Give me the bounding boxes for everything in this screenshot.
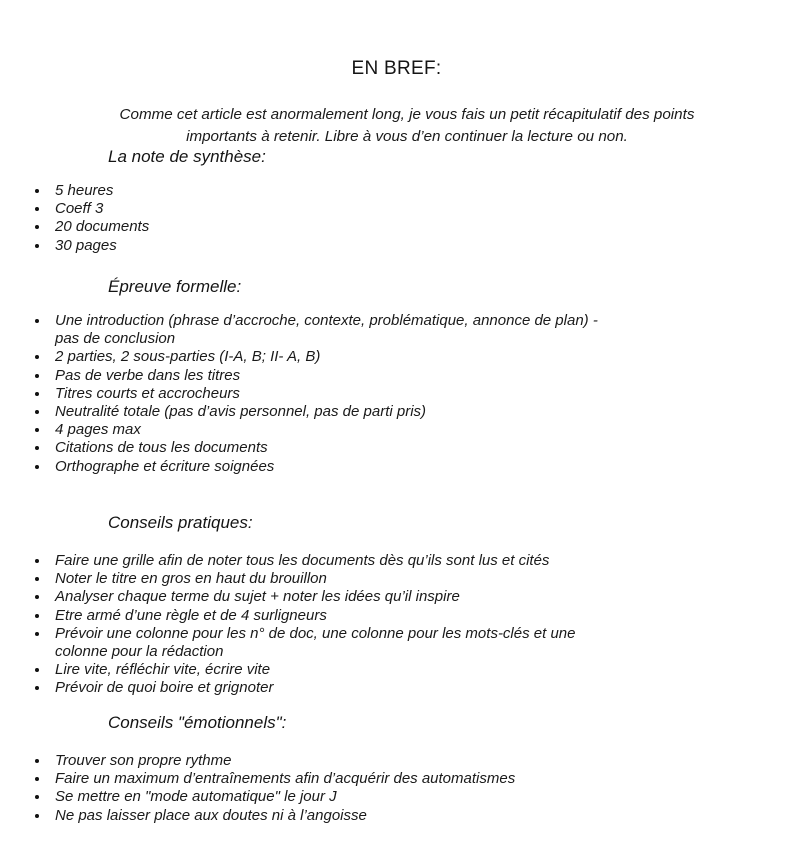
list-item xyxy=(0,552,793,570)
list-item xyxy=(0,218,793,236)
list-item-text: Pas de verbe dans les titres xyxy=(55,366,241,384)
list-item xyxy=(0,237,793,255)
list-item xyxy=(0,200,793,218)
list-item xyxy=(0,752,793,770)
list-item xyxy=(0,312,793,348)
list-item xyxy=(0,421,793,439)
list-item xyxy=(0,661,793,679)
page-title: EN BREF: xyxy=(351,57,442,79)
section-la-note-de-synthese xyxy=(0,146,793,255)
list-item xyxy=(0,182,793,200)
section-conseils-emotionnels xyxy=(0,712,793,825)
list-item xyxy=(0,770,793,788)
list-item xyxy=(0,367,793,385)
list-item-text: 4 pages max xyxy=(55,421,141,439)
section-heading: Épreuve formelle: xyxy=(108,277,242,296)
list-item-text: Neutralité totale (pas d’avis personnel, pas de parti pris) xyxy=(55,403,427,421)
list-item-text: Prévoir de quoi boire et grignoter xyxy=(55,679,274,697)
list-item-text: Noter le titre en gros en haut du brouillon xyxy=(55,570,327,588)
list-item-text: 2 parties, 2 sous-parties (I-A, B; II- A, B) xyxy=(55,348,321,366)
list-item xyxy=(0,625,793,661)
list-item xyxy=(0,439,793,457)
list-item-text: Orthographe et écriture soignées xyxy=(55,457,275,475)
list-item xyxy=(0,403,793,421)
list-item-text: Etre armé d’une règle et de 4 surligneurs xyxy=(55,606,327,624)
list-item-text: Trouver son propre rythme xyxy=(55,752,232,769)
list-item-text: Prévoir une colonne pour les n° de doc, une colonne pour les mots-clés et une colonne pour la rédaction xyxy=(55,624,576,661)
list-item xyxy=(0,788,793,806)
list-item xyxy=(0,607,793,625)
list-item xyxy=(0,588,793,606)
list-item-text: Se mettre en "mode automatique" le jour J xyxy=(55,788,337,806)
section-heading: Conseils "émotionnels": xyxy=(108,713,287,732)
list-item-text: 5 heures xyxy=(55,182,114,199)
list-item-text: Citations de tous les documents xyxy=(55,439,268,457)
section-epreuve-formelle xyxy=(0,276,793,476)
list-item-text: Coeff 3 xyxy=(55,200,104,218)
list-item-text: Une introduction (phrase d’accroche, contexte, problématique, annonce de plan) - pas de conclusion xyxy=(55,312,598,348)
section-heading: La note de synthèse: xyxy=(108,147,266,166)
list-item xyxy=(0,679,793,697)
list-item-text: Ne pas laisser place aux doutes ni à l’angoisse xyxy=(55,806,367,824)
list-item xyxy=(0,807,793,825)
bullet-list xyxy=(0,312,793,476)
list-item-text: 30 pages xyxy=(55,236,117,254)
list-item xyxy=(0,348,793,366)
bullet-list xyxy=(0,552,793,698)
list-item xyxy=(0,570,793,588)
intro-paragraph: Comme cet article est anormalement long, je vous fais un petit récapitulatif des points importants à retenir. Libre à vous d’en continuer la lecture ou non. xyxy=(119,106,695,146)
bullet-list xyxy=(0,182,793,255)
list-item-text: Analyser chaque terme du sujet + noter les idées qu’il inspire xyxy=(55,588,460,606)
list-item-text: Titres courts et accrocheurs xyxy=(55,384,240,402)
section-heading: Conseils pratiques: xyxy=(108,513,253,532)
list-item xyxy=(0,385,793,403)
list-item xyxy=(0,458,793,476)
list-item-text: Lire vite, réfléchir vite, écrire vite xyxy=(55,661,271,679)
bullet-list xyxy=(0,752,793,825)
list-item-text: Faire une grille afin de noter tous les documents dès qu’ils sont lus et cités xyxy=(55,552,550,569)
list-item-text: Faire un maximum d’entraînements afin d’acquérir des automatismes xyxy=(55,770,516,788)
section-conseils-pratiques xyxy=(0,512,793,698)
list-item-text: 20 documents xyxy=(55,218,150,236)
